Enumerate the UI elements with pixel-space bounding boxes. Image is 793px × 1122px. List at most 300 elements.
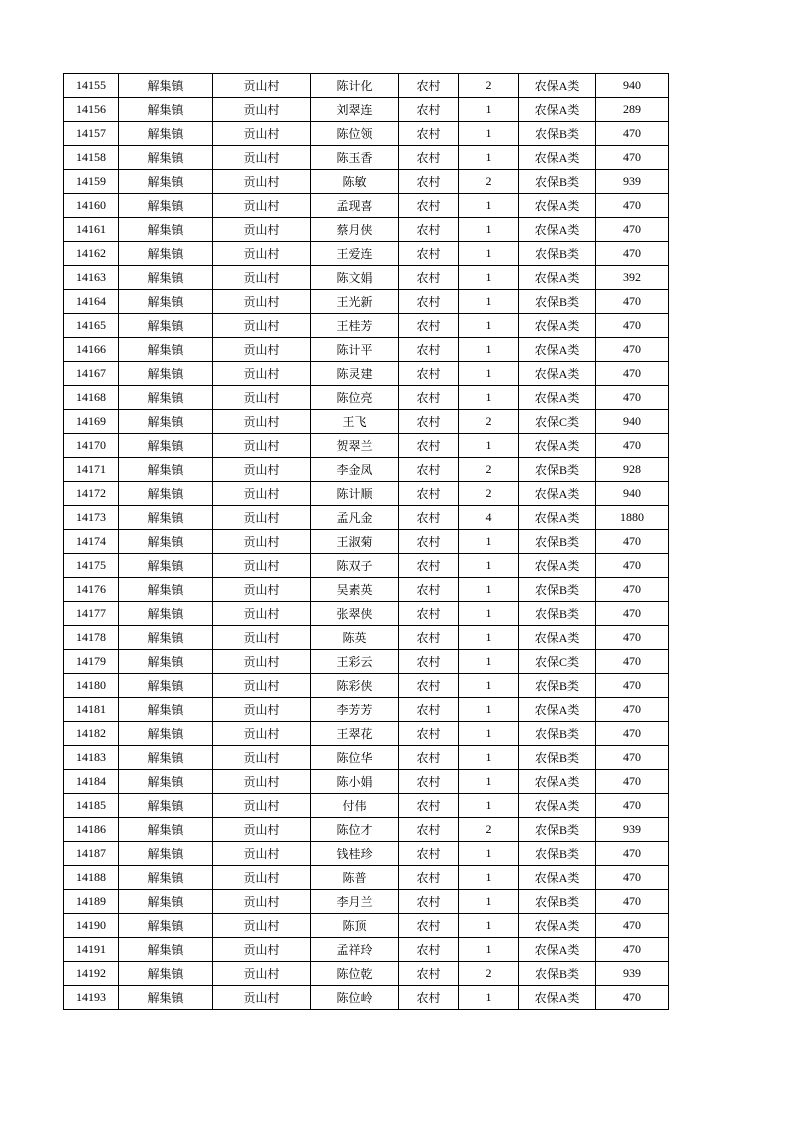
cell-person-count: 1 [459, 674, 519, 698]
table-row [64, 746, 669, 770]
table-row [64, 434, 669, 458]
table-row [64, 914, 669, 938]
cell-insurance-category: 农保B类 [519, 578, 596, 602]
cell-residence-type: 农村 [399, 74, 459, 98]
cell-serial-number: 14186 [64, 818, 119, 842]
cell-person-count: 1 [459, 770, 519, 794]
cell-town: 解集镇 [119, 986, 213, 1010]
cell-person-name: 王桂芳 [311, 314, 399, 338]
cell-insurance-category: 农保A类 [519, 938, 596, 962]
cell-insurance-category: 农保A类 [519, 698, 596, 722]
cell-village: 贡山村 [213, 122, 311, 146]
cell-serial-number: 14168 [64, 386, 119, 410]
cell-person-count: 1 [459, 242, 519, 266]
cell-town: 解集镇 [119, 146, 213, 170]
cell-person-count: 1 [459, 290, 519, 314]
cell-insurance-category: 农保A类 [519, 74, 596, 98]
cell-residence-type: 农村 [399, 674, 459, 698]
cell-amount: 470 [596, 722, 669, 746]
cell-person-count: 1 [459, 794, 519, 818]
cell-serial-number: 14181 [64, 698, 119, 722]
cell-serial-number: 14167 [64, 362, 119, 386]
cell-village: 贡山村 [213, 74, 311, 98]
cell-insurance-category: 农保B类 [519, 674, 596, 698]
cell-person-count: 1 [459, 554, 519, 578]
cell-village: 贡山村 [213, 338, 311, 362]
cell-insurance-category: 农保B类 [519, 962, 596, 986]
cell-amount: 939 [596, 818, 669, 842]
cell-insurance-category: 农保A类 [519, 914, 596, 938]
cell-village: 贡山村 [213, 554, 311, 578]
cell-serial-number: 14183 [64, 746, 119, 770]
cell-amount: 470 [596, 146, 669, 170]
cell-amount: 470 [596, 122, 669, 146]
cell-residence-type: 农村 [399, 194, 459, 218]
cell-serial-number: 14160 [64, 194, 119, 218]
cell-village: 贡山村 [213, 530, 311, 554]
cell-serial-number: 14192 [64, 962, 119, 986]
cell-residence-type: 农村 [399, 314, 459, 338]
cell-amount: 470 [596, 842, 669, 866]
table-row [64, 146, 669, 170]
cell-serial-number: 14171 [64, 458, 119, 482]
cell-person-count: 1 [459, 986, 519, 1010]
cell-village: 贡山村 [213, 674, 311, 698]
cell-person-name: 陈英 [311, 626, 399, 650]
cell-serial-number: 14172 [64, 482, 119, 506]
cell-person-count: 2 [459, 170, 519, 194]
cell-person-count: 1 [459, 386, 519, 410]
cell-residence-type: 农村 [399, 338, 459, 362]
cell-serial-number: 14175 [64, 554, 119, 578]
cell-person-name: 孟祥玲 [311, 938, 399, 962]
cell-insurance-category: 农保A类 [519, 314, 596, 338]
table-row [64, 674, 669, 698]
cell-person-count: 1 [459, 842, 519, 866]
table-row [64, 626, 669, 650]
cell-amount: 470 [596, 746, 669, 770]
cell-residence-type: 农村 [399, 986, 459, 1010]
cell-serial-number: 14184 [64, 770, 119, 794]
cell-amount: 470 [596, 242, 669, 266]
cell-village: 贡山村 [213, 794, 311, 818]
cell-village: 贡山村 [213, 698, 311, 722]
cell-amount: 1880 [596, 506, 669, 530]
cell-person-name: 陈位华 [311, 746, 399, 770]
cell-residence-type: 农村 [399, 866, 459, 890]
table-row [64, 650, 669, 674]
cell-residence-type: 农村 [399, 938, 459, 962]
table-row [64, 98, 669, 122]
table-row [64, 74, 669, 98]
cell-town: 解集镇 [119, 698, 213, 722]
cell-amount: 470 [596, 698, 669, 722]
cell-serial-number: 14189 [64, 890, 119, 914]
cell-amount: 939 [596, 170, 669, 194]
cell-person-count: 1 [459, 650, 519, 674]
cell-town: 解集镇 [119, 674, 213, 698]
cell-person-count: 4 [459, 506, 519, 530]
cell-person-count: 1 [459, 866, 519, 890]
cell-residence-type: 农村 [399, 146, 459, 170]
table-row [64, 506, 669, 530]
cell-residence-type: 农村 [399, 122, 459, 146]
cell-residence-type: 农村 [399, 698, 459, 722]
table-row [64, 698, 669, 722]
table-row [64, 362, 669, 386]
cell-person-name: 李金凤 [311, 458, 399, 482]
cell-town: 解集镇 [119, 722, 213, 746]
cell-village: 贡山村 [213, 146, 311, 170]
cell-person-count: 1 [459, 146, 519, 170]
cell-town: 解集镇 [119, 794, 213, 818]
cell-village: 贡山村 [213, 218, 311, 242]
cell-town: 解集镇 [119, 530, 213, 554]
table-row [64, 122, 669, 146]
cell-town: 解集镇 [119, 98, 213, 122]
table-row [64, 218, 669, 242]
cell-person-count: 1 [459, 602, 519, 626]
cell-person-count: 1 [459, 218, 519, 242]
cell-person-count: 1 [459, 746, 519, 770]
cell-serial-number: 14170 [64, 434, 119, 458]
table-row [64, 266, 669, 290]
cell-insurance-category: 农保B类 [519, 170, 596, 194]
cell-residence-type: 农村 [399, 914, 459, 938]
cell-person-count: 2 [459, 74, 519, 98]
cell-serial-number: 14188 [64, 866, 119, 890]
cell-person-name: 蔡月侠 [311, 218, 399, 242]
cell-insurance-category: 农保A类 [519, 338, 596, 362]
cell-person-count: 1 [459, 890, 519, 914]
table-row [64, 962, 669, 986]
cell-village: 贡山村 [213, 914, 311, 938]
cell-serial-number: 14159 [64, 170, 119, 194]
cell-person-name: 陈普 [311, 866, 399, 890]
cell-insurance-category: 农保B类 [519, 746, 596, 770]
cell-person-name: 陈彩侠 [311, 674, 399, 698]
cell-person-name: 钱桂珍 [311, 842, 399, 866]
cell-village: 贡山村 [213, 194, 311, 218]
cell-person-count: 1 [459, 722, 519, 746]
cell-town: 解集镇 [119, 842, 213, 866]
table-row [64, 314, 669, 338]
cell-person-count: 1 [459, 938, 519, 962]
cell-residence-type: 农村 [399, 506, 459, 530]
cell-town: 解集镇 [119, 746, 213, 770]
cell-village: 贡山村 [213, 818, 311, 842]
cell-village: 贡山村 [213, 290, 311, 314]
cell-person-count: 1 [459, 314, 519, 338]
cell-insurance-category: 农保A类 [519, 362, 596, 386]
cell-village: 贡山村 [213, 962, 311, 986]
cell-town: 解集镇 [119, 410, 213, 434]
cell-amount: 470 [596, 362, 669, 386]
cell-residence-type: 农村 [399, 962, 459, 986]
cell-person-name: 王光新 [311, 290, 399, 314]
cell-town: 解集镇 [119, 170, 213, 194]
cell-person-count: 1 [459, 122, 519, 146]
cell-residence-type: 农村 [399, 434, 459, 458]
table-row [64, 194, 669, 218]
cell-village: 贡山村 [213, 890, 311, 914]
cell-town: 解集镇 [119, 578, 213, 602]
cell-town: 解集镇 [119, 242, 213, 266]
cell-amount: 470 [596, 602, 669, 626]
cell-person-name: 刘翠连 [311, 98, 399, 122]
table-row [64, 818, 669, 842]
cell-person-name: 陈敏 [311, 170, 399, 194]
table-row [64, 602, 669, 626]
cell-person-count: 1 [459, 626, 519, 650]
cell-residence-type: 农村 [399, 266, 459, 290]
cell-residence-type: 农村 [399, 578, 459, 602]
cell-amount: 470 [596, 626, 669, 650]
cell-amount: 289 [596, 98, 669, 122]
cell-village: 贡山村 [213, 314, 311, 338]
cell-village: 贡山村 [213, 746, 311, 770]
cell-person-name: 陈小娟 [311, 770, 399, 794]
cell-amount: 939 [596, 962, 669, 986]
table-row [64, 410, 669, 434]
cell-amount: 470 [596, 890, 669, 914]
cell-serial-number: 14182 [64, 722, 119, 746]
cell-serial-number: 14185 [64, 794, 119, 818]
cell-amount: 470 [596, 290, 669, 314]
cell-person-count: 1 [459, 578, 519, 602]
cell-insurance-category: 农保B类 [519, 890, 596, 914]
cell-serial-number: 14174 [64, 530, 119, 554]
cell-person-count: 2 [459, 458, 519, 482]
cell-serial-number: 14162 [64, 242, 119, 266]
cell-serial-number: 14165 [64, 314, 119, 338]
cell-serial-number: 14191 [64, 938, 119, 962]
cell-insurance-category: 农保A类 [519, 770, 596, 794]
cell-person-name: 陈位亮 [311, 386, 399, 410]
cell-serial-number: 14163 [64, 266, 119, 290]
cell-serial-number: 14166 [64, 338, 119, 362]
cell-town: 解集镇 [119, 770, 213, 794]
cell-amount: 470 [596, 338, 669, 362]
cell-person-count: 1 [459, 434, 519, 458]
cell-residence-type: 农村 [399, 602, 459, 626]
cell-person-name: 王彩云 [311, 650, 399, 674]
cell-residence-type: 农村 [399, 554, 459, 578]
cell-amount: 392 [596, 266, 669, 290]
cell-amount: 470 [596, 194, 669, 218]
cell-residence-type: 农村 [399, 890, 459, 914]
cell-village: 贡山村 [213, 410, 311, 434]
cell-person-count: 1 [459, 338, 519, 362]
cell-town: 解集镇 [119, 362, 213, 386]
cell-person-name: 张翠侠 [311, 602, 399, 626]
cell-serial-number: 14164 [64, 290, 119, 314]
cell-town: 解集镇 [119, 554, 213, 578]
cell-serial-number: 14173 [64, 506, 119, 530]
cell-insurance-category: 农保A类 [519, 98, 596, 122]
cell-amount: 940 [596, 482, 669, 506]
cell-town: 解集镇 [119, 962, 213, 986]
cell-residence-type: 农村 [399, 722, 459, 746]
cell-residence-type: 农村 [399, 218, 459, 242]
table-row [64, 170, 669, 194]
cell-insurance-category: 农保B类 [519, 122, 596, 146]
cell-amount: 470 [596, 386, 669, 410]
cell-town: 解集镇 [119, 74, 213, 98]
cell-town: 解集镇 [119, 314, 213, 338]
cell-amount: 940 [596, 410, 669, 434]
cell-village: 贡山村 [213, 98, 311, 122]
cell-residence-type: 农村 [399, 746, 459, 770]
cell-village: 贡山村 [213, 650, 311, 674]
table-row [64, 938, 669, 962]
cell-amount: 470 [596, 650, 669, 674]
cell-amount: 470 [596, 218, 669, 242]
cell-serial-number: 14161 [64, 218, 119, 242]
cell-town: 解集镇 [119, 626, 213, 650]
cell-insurance-category: 农保B类 [519, 530, 596, 554]
cell-person-count: 1 [459, 266, 519, 290]
cell-village: 贡山村 [213, 242, 311, 266]
table-row [64, 386, 669, 410]
cell-amount: 940 [596, 74, 669, 98]
cell-town: 解集镇 [119, 938, 213, 962]
table-row [64, 338, 669, 362]
table-row [64, 578, 669, 602]
cell-residence-type: 农村 [399, 530, 459, 554]
cell-amount: 470 [596, 986, 669, 1010]
cell-residence-type: 农村 [399, 170, 459, 194]
cell-amount: 470 [596, 674, 669, 698]
cell-village: 贡山村 [213, 506, 311, 530]
cell-amount: 470 [596, 578, 669, 602]
cell-serial-number: 14169 [64, 410, 119, 434]
cell-insurance-category: 农保A类 [519, 194, 596, 218]
cell-insurance-category: 农保A类 [519, 218, 596, 242]
cell-person-name: 贺翠兰 [311, 434, 399, 458]
table-row [64, 986, 669, 1010]
cell-village: 贡山村 [213, 482, 311, 506]
cell-serial-number: 14157 [64, 122, 119, 146]
cell-town: 解集镇 [119, 818, 213, 842]
table-row [64, 458, 669, 482]
cell-town: 解集镇 [119, 218, 213, 242]
cell-serial-number: 14176 [64, 578, 119, 602]
cell-village: 贡山村 [213, 842, 311, 866]
cell-town: 解集镇 [119, 866, 213, 890]
cell-amount: 470 [596, 866, 669, 890]
table-row [64, 554, 669, 578]
cell-amount: 928 [596, 458, 669, 482]
cell-person-count: 1 [459, 194, 519, 218]
cell-serial-number: 14178 [64, 626, 119, 650]
records-table [63, 73, 669, 1010]
cell-person-name: 陈计化 [311, 74, 399, 98]
table-row [64, 794, 669, 818]
cell-town: 解集镇 [119, 458, 213, 482]
table-row [64, 530, 669, 554]
table-row [64, 770, 669, 794]
table-row [64, 722, 669, 746]
cell-town: 解集镇 [119, 890, 213, 914]
cell-residence-type: 农村 [399, 458, 459, 482]
cell-person-name: 陈位岭 [311, 986, 399, 1010]
cell-insurance-category: 农保A类 [519, 986, 596, 1010]
cell-insurance-category: 农保A类 [519, 506, 596, 530]
cell-person-name: 陈灵建 [311, 362, 399, 386]
cell-amount: 470 [596, 770, 669, 794]
cell-village: 贡山村 [213, 770, 311, 794]
cell-amount: 470 [596, 554, 669, 578]
cell-person-count: 2 [459, 482, 519, 506]
cell-person-name: 王淑菊 [311, 530, 399, 554]
cell-residence-type: 农村 [399, 98, 459, 122]
cell-person-count: 1 [459, 698, 519, 722]
cell-person-name: 陈位乾 [311, 962, 399, 986]
cell-residence-type: 农村 [399, 770, 459, 794]
cell-person-name: 付伟 [311, 794, 399, 818]
cell-town: 解集镇 [119, 506, 213, 530]
cell-person-count: 1 [459, 530, 519, 554]
cell-village: 贡山村 [213, 458, 311, 482]
cell-residence-type: 农村 [399, 626, 459, 650]
cell-town: 解集镇 [119, 602, 213, 626]
cell-town: 解集镇 [119, 194, 213, 218]
cell-residence-type: 农村 [399, 482, 459, 506]
cell-village: 贡山村 [213, 866, 311, 890]
cell-person-name: 陈位才 [311, 818, 399, 842]
cell-insurance-category: 农保B类 [519, 458, 596, 482]
cell-insurance-category: 农保A类 [519, 146, 596, 170]
cell-person-name: 陈计顺 [311, 482, 399, 506]
table-row [64, 290, 669, 314]
cell-village: 贡山村 [213, 170, 311, 194]
cell-insurance-category: 农保B类 [519, 602, 596, 626]
cell-town: 解集镇 [119, 650, 213, 674]
cell-serial-number: 14155 [64, 74, 119, 98]
cell-amount: 470 [596, 314, 669, 338]
cell-village: 贡山村 [213, 602, 311, 626]
cell-person-count: 1 [459, 914, 519, 938]
cell-residence-type: 农村 [399, 410, 459, 434]
cell-amount: 470 [596, 914, 669, 938]
cell-serial-number: 14193 [64, 986, 119, 1010]
cell-village: 贡山村 [213, 362, 311, 386]
cell-serial-number: 14156 [64, 98, 119, 122]
cell-insurance-category: 农保B类 [519, 722, 596, 746]
cell-person-count: 2 [459, 410, 519, 434]
cell-person-count: 1 [459, 98, 519, 122]
cell-insurance-category: 农保C类 [519, 410, 596, 434]
cell-insurance-category: 农保A类 [519, 266, 596, 290]
cell-insurance-category: 农保C类 [519, 650, 596, 674]
cell-person-count: 2 [459, 818, 519, 842]
cell-village: 贡山村 [213, 578, 311, 602]
cell-person-name: 王飞 [311, 410, 399, 434]
cell-residence-type: 农村 [399, 818, 459, 842]
cell-town: 解集镇 [119, 290, 213, 314]
table-row [64, 242, 669, 266]
cell-person-count: 1 [459, 362, 519, 386]
cell-residence-type: 农村 [399, 242, 459, 266]
cell-person-name: 陈位领 [311, 122, 399, 146]
cell-person-name: 李芳芳 [311, 698, 399, 722]
cell-residence-type: 农村 [399, 386, 459, 410]
cell-village: 贡山村 [213, 722, 311, 746]
cell-serial-number: 14177 [64, 602, 119, 626]
cell-person-name: 陈计平 [311, 338, 399, 362]
cell-town: 解集镇 [119, 914, 213, 938]
